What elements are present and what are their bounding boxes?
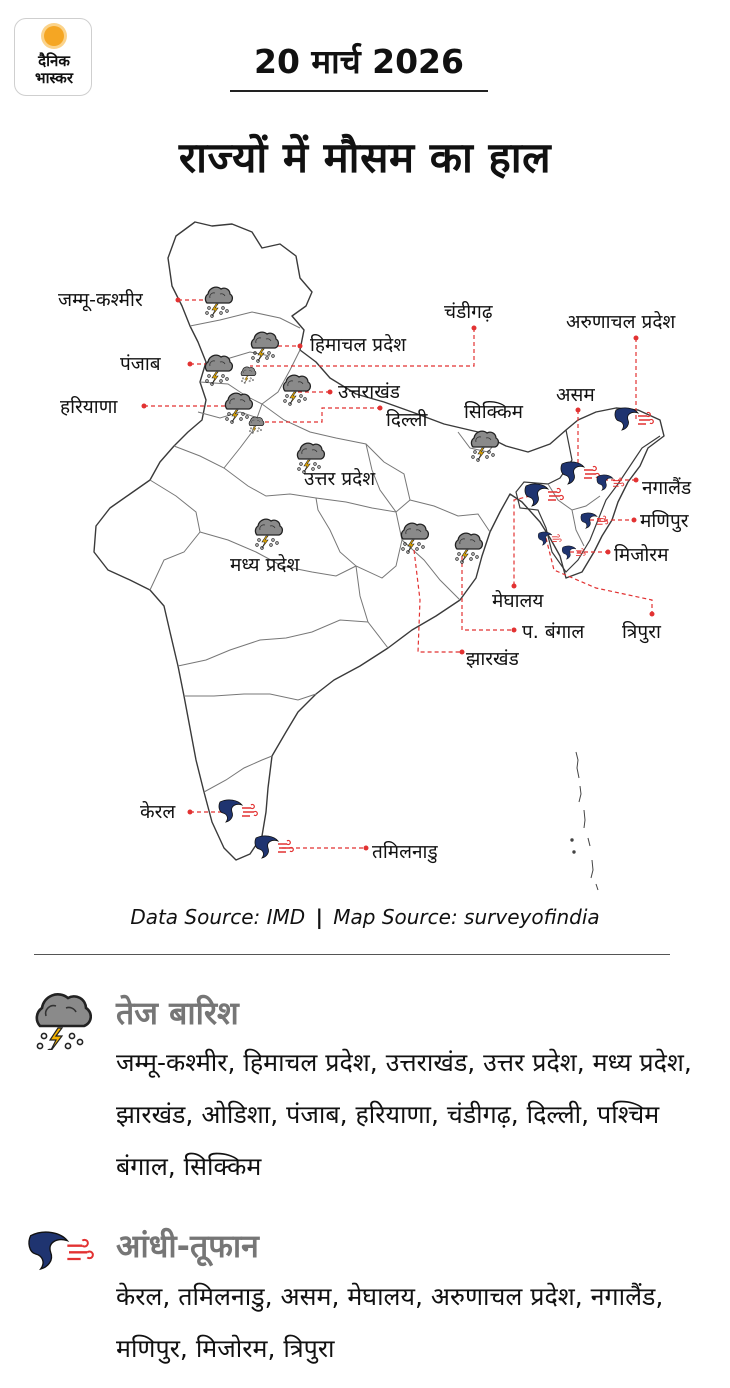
legend-states-storm: केरल, तमिलनाडु, असम, मेघालय, अरुणाचल प्रदेश, नगालैंड, मणिपुर, मिजोरम, त्रिपुरा — [116, 1282, 664, 1363]
label-jammu-kashmir: जम्मू-कश्मीर — [58, 289, 143, 311]
label-uttar-pradesh: उत्तर प्रदेश — [304, 468, 376, 490]
logo-line-2: भास्कर — [35, 69, 73, 87]
label-west-bengal: प. बंगाल — [522, 621, 585, 643]
label-manipur: मणिपुर — [640, 510, 689, 532]
label-tripura: त्रिपुरा — [622, 621, 661, 643]
label-mizoram: मिजोरम — [614, 544, 669, 566]
label-delhi: दिल्ली — [386, 409, 428, 431]
label-sikkim: सिक्किम — [464, 401, 523, 423]
label-himachal: हिमाचल प्रदेश — [310, 334, 407, 356]
andaman-islands — [571, 752, 598, 890]
rain-storm-icon — [32, 990, 92, 1050]
label-meghalaya: मेघालय — [492, 590, 544, 612]
legend-title-storm: आंधी-तूफान — [116, 1227, 259, 1265]
legend-title-heavy-rain: तेज बारिश — [116, 994, 239, 1032]
label-tamilnadu: तमिलनाडु — [372, 841, 438, 863]
map-source: Map Source: surveyofindia — [333, 905, 600, 929]
page-title: राज्यों में मौसम का हाल — [178, 133, 552, 182]
storm-wind-icon — [24, 1222, 104, 1276]
section-divider — [34, 954, 670, 955]
label-assam: असम — [556, 384, 595, 406]
source-credit — [0, 903, 730, 931]
label-arunachal: अरुणाचल प्रदेश — [566, 311, 676, 333]
label-jharkhand: झारखंड — [466, 648, 519, 670]
label-chandigarh: चंडीगढ़ — [444, 301, 493, 323]
label-haryana: हरियाणा — [60, 396, 118, 418]
date-heading: 20 मार्च 2026 — [254, 42, 464, 81]
label-kerala: केरल — [140, 801, 176, 823]
data-source: Data Source: IMD — [130, 905, 306, 929]
label-punjab: पंजाब — [120, 353, 161, 375]
legend-states-heavy-rain: जम्मू-कश्मीर, हिमाचल प्रदेश, उत्तराखंड, उत्तर प्रदेश, मध्य प्रदेश, झारखंड, ओडिशा, पंजाब, हरियाणा, चंडीगढ़, दिल्ली, पश्चिम बंगाल, सिक्किम — [116, 1048, 692, 1181]
storm-icon-tamilnadu — [255, 836, 293, 858]
label-nagaland: नगालैंड — [642, 477, 692, 499]
label-madhya-pradesh: मध्य प्रदेश — [230, 554, 300, 576]
source-divider: | — [315, 905, 323, 929]
logo-line-1: दैनिक — [38, 52, 70, 70]
label-uttarakhand: उत्तराखंड — [338, 381, 400, 403]
